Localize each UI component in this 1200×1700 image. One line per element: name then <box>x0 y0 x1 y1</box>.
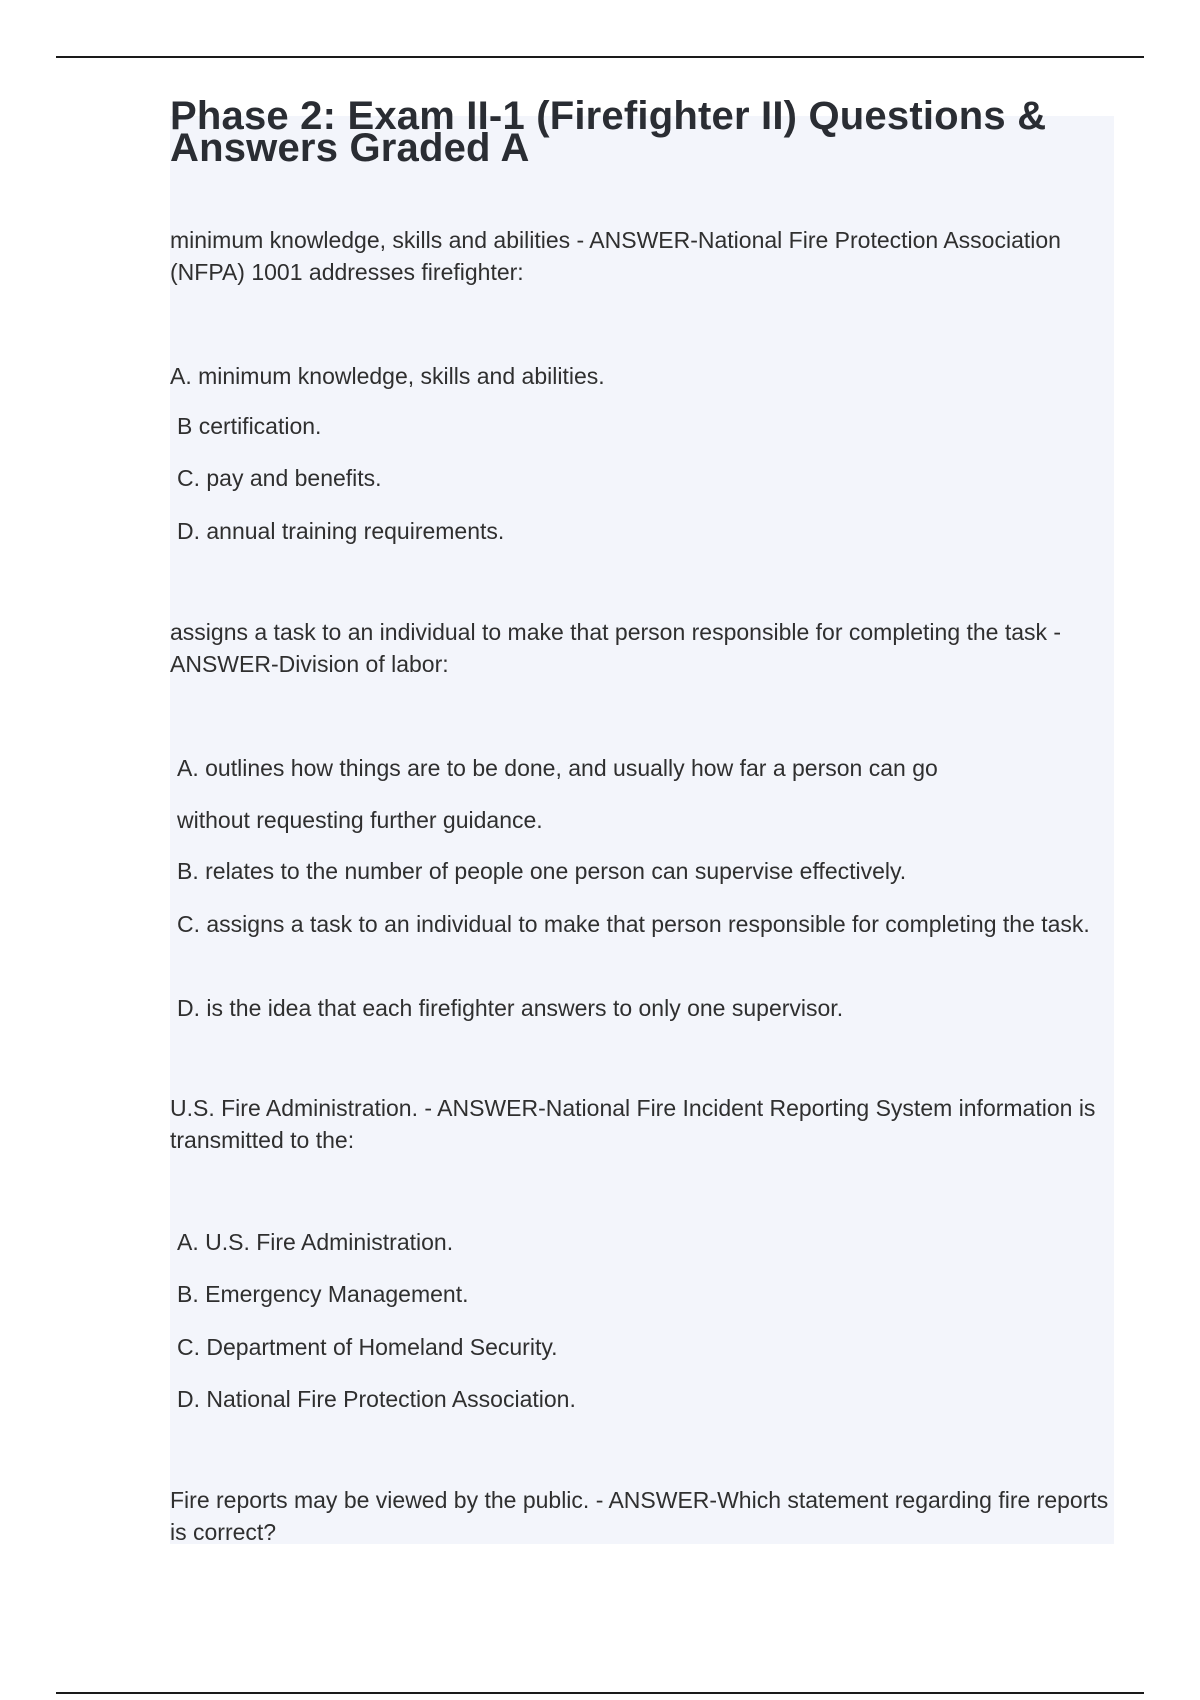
question-2-option-c: C. assigns a task to an individual to make that person responsible for completing the task. <box>177 911 1090 937</box>
question-4-stem: Fire reports may be viewed by the public. - ANSWER-Which statement regarding fire reports is correct? <box>170 1487 1109 1545</box>
document-title: Phase 2: Exam II-1 (Firefighter II) Questions & Answers Graded A <box>170 94 1047 170</box>
question-1-option-a: A. minimum knowledge, skills and abilities. <box>170 363 605 389</box>
question-3-option-c: C. Department of Homeland Security. <box>177 1334 558 1360</box>
question-3-option-b: B. Emergency Management. <box>177 1281 469 1307</box>
question-3-option-d: D. National Fire Protection Association. <box>177 1386 576 1412</box>
question-1-stem: minimum knowledge, skills and abilities - ANSWER-National Fire Protection Association (NFPA) 1001 addresses firefighter: <box>170 227 1061 285</box>
question-2-option-b: B. relates to the number of people one person can supervise effectively. <box>177 858 907 884</box>
question-1-option-d: D. annual training requirements. <box>177 518 505 544</box>
question-3-option-a: A. U.S. Fire Administration. <box>177 1229 454 1255</box>
question-2-option-a-continued: without requesting further guidance. <box>177 807 543 833</box>
question-1-option-b: B certification. <box>177 413 322 439</box>
question-2-stem: assigns a task to an individual to make that person responsible for completing the task - ANSWER-Division of labor: <box>170 619 1062 677</box>
document-body <box>170 94 1114 1545</box>
question-2-option-d: D. is the idea that each firefighter answers to only one supervisor. <box>177 995 844 1021</box>
question-1-option-c: C. pay and benefits. <box>177 465 382 491</box>
question-2-option-a: A. outlines how things are to be done, and usually how far a person can go <box>177 755 938 781</box>
header-rule <box>56 56 1144 58</box>
footer-rule <box>56 1692 1144 1694</box>
question-3-stem: U.S. Fire Administration. - ANSWER-National Fire Incident Reporting System information is transmitted to the: <box>170 1095 1096 1153</box>
